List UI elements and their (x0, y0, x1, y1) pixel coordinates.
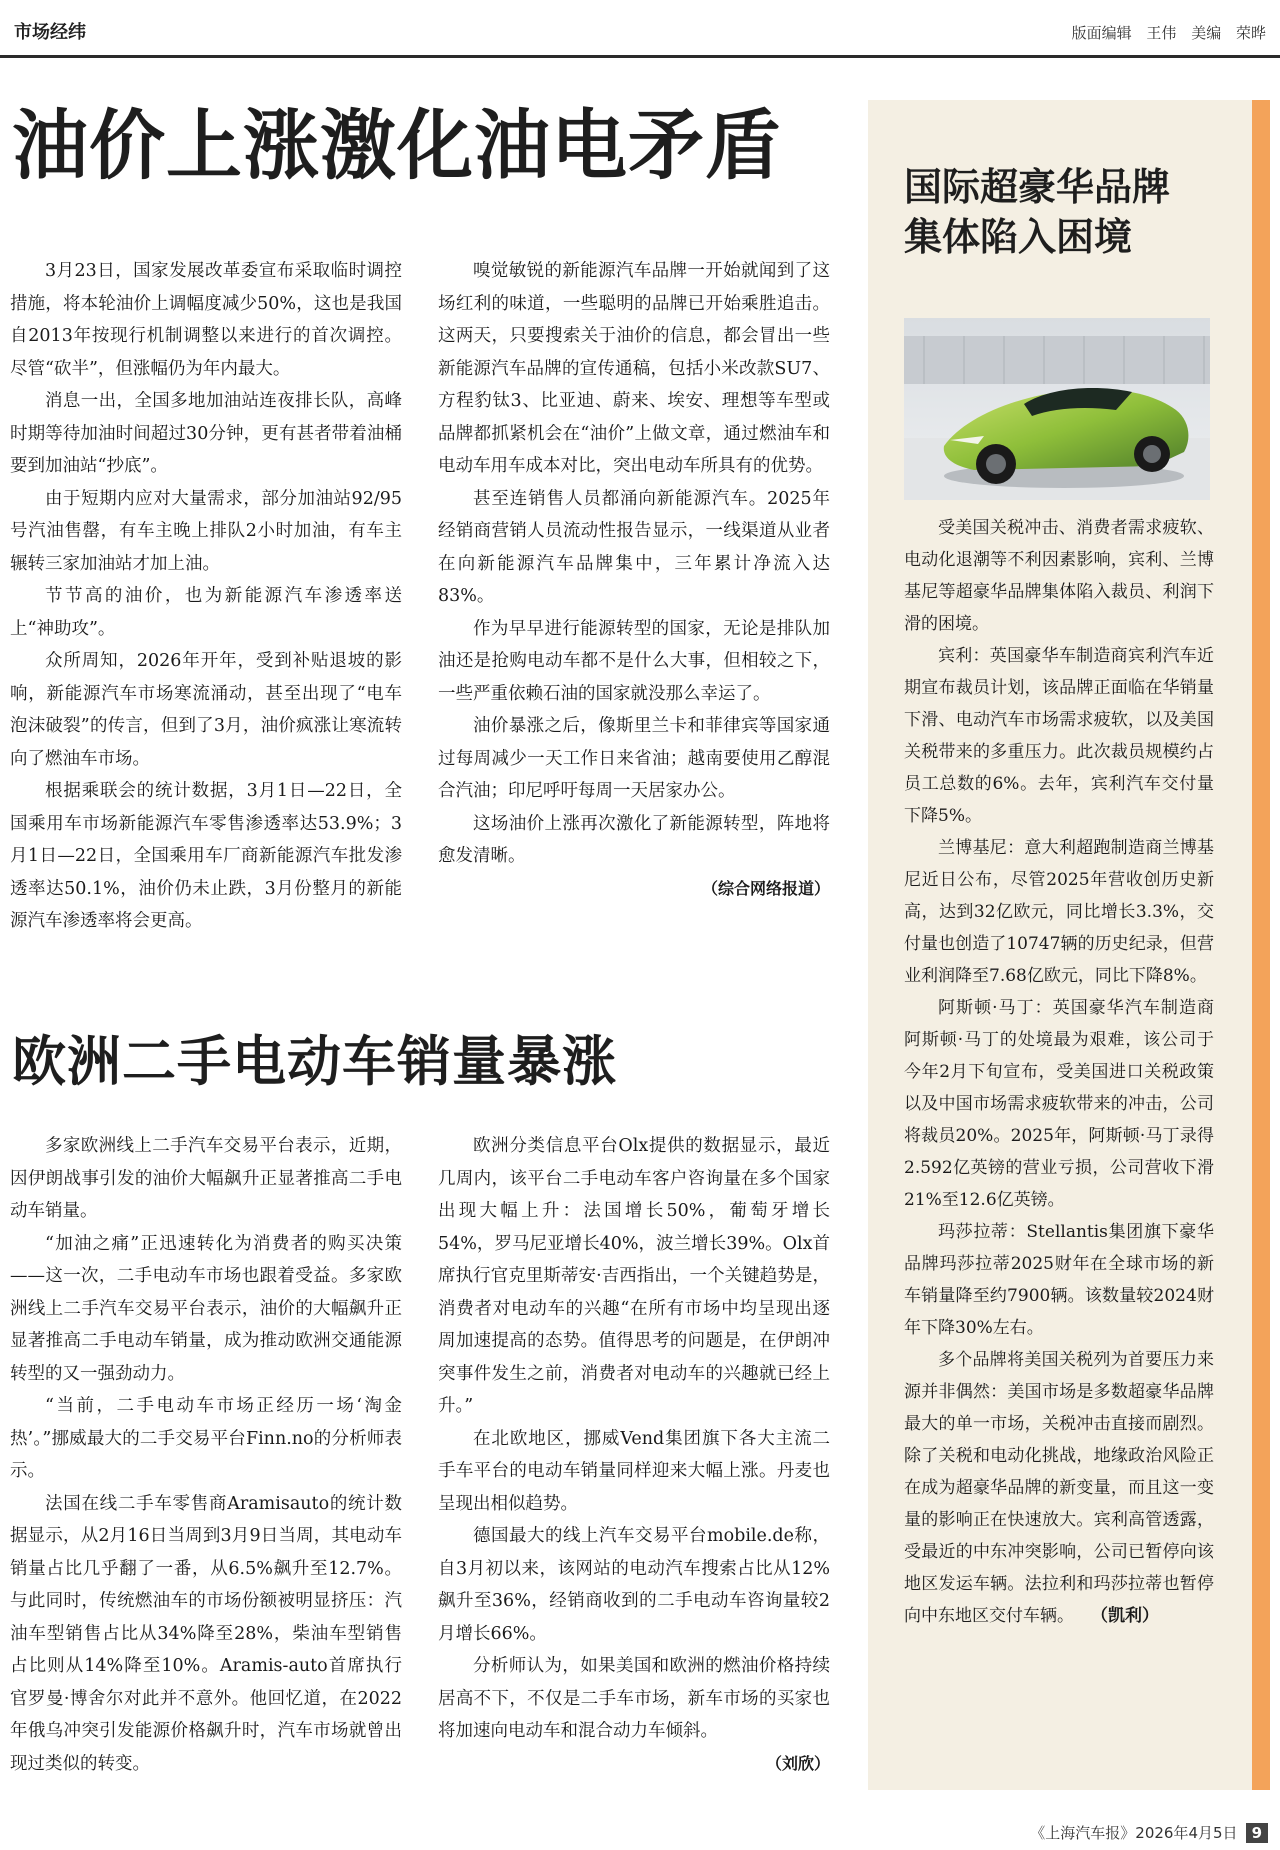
article1-source-credit: （综合网络报道） (701, 878, 830, 898)
sidebar-headline-line2: 集体陷入困境 (904, 215, 1133, 259)
article2-paragraph: 分析师认为，如果美国和欧洲的燃油价格持续居高不下，不仅是二手车市场，新车市场的买家也将加速向电动车和混合动力车倾斜。 (438, 1656, 830, 1741)
editor-credits (1062, 22, 1266, 43)
article1-paragraph: 由于短期内应对大量需求，部分加油站92/95号汽油售罄，有车主晚上排队2小时加油，有车主辗转三家加油站才加上油。 (10, 488, 402, 574)
article2-paragraph: “当前，二手电动车市场正经历一场‘淘金热’。”挪威最大的二手交易平台Finn.no的分析师表示。 (10, 1396, 402, 1481)
credit-label-editor: 版面编辑 (1071, 24, 1132, 42)
article2-paragraph: 德国最大的线上汽车交易平台mobile.de称，自3月初以来，该网站的电动汽车搜索占比从12%飙升至36%，经销商收到的二手电动车咨询量较2月增长66%。 (438, 1526, 830, 1644)
article2-column-1 (10, 1130, 402, 1780)
sidebar-paragraph: 阿斯顿·马丁：英国豪华汽车制造商阿斯顿·马丁的处境最为艰难，该公司于今年2月下旬宣布，受美国进口关税政策以及中国市场需求疲软带来的冲击，公司将裁员20%。2025年，阿斯顿·马丁录得2.592亿英镑的营业亏损，公司营收下滑21%至12.6亿英镑。 (904, 998, 1214, 1210)
page-header (0, 0, 1280, 58)
article1-column-1 (10, 255, 402, 938)
credit-label-designer: 美编 (1191, 24, 1222, 42)
article2-author-credit: （刘欣） (765, 1753, 830, 1773)
article2-headline: 欧洲二手电动车销量暴涨 (12, 1030, 617, 1093)
article2-paragraph: 欧洲分类信息平台Olx提供的数据显示，最近几周内，该平台二手电动车客户咨询量在多个国家出现大幅上升：法国增长50%，葡萄牙增长54%，罗马尼亚增长40%，波兰增长39%。Olx首席执行官克里斯蒂安·吉西指出，一个关键趋势是，消费者对电动车的兴趣“在所有市场中均呈现出逐周加速提高的态势。值得思考的问题是，在伊朗冲突事件发生之前，消费者对电动车的兴趣就已经上升。” (438, 1136, 830, 1416)
article1-column-2 (438, 255, 830, 905)
sidebar-headline-line1: 国际超豪华品牌 (904, 165, 1171, 209)
article1-paragraph: 作为早早进行能源转型的国家，无论是排队加油还是抢购电动车都不是什么大事，但相较之下，一些严重依赖石油的国家就没那么幸运了。 (438, 618, 830, 704)
sidebar-paragraph: 宾利：英国豪华车制造商宾利汽车近期宣布裁员计划，该品牌正面临在华销量下滑、电动汽车市场需求疲软，以及美国关税带来的多重压力。此次裁员规模约占员工总数的6%。去年，宾利汽车交付量下降5%。 (904, 646, 1214, 826)
page-footer (1030, 1822, 1268, 1843)
article2-paragraph: 多家欧洲线上二手汽车交易平台表示，近期，因伊朗战事引发的油价大幅飙升正显著推高二手电动车销量。 (10, 1136, 402, 1221)
page-number: 9 (1246, 1823, 1268, 1843)
sidebar-paragraph: 受美国关税冲击、消费者需求疲软、电动化退潮等不利因素影响，宾利、兰博基尼等超豪华品牌集体陷入裁员、利润下滑的困境。 (904, 518, 1214, 634)
article1-paragraph: 众所周知，2026年开年，受到补贴退坡的影响，新能源汽车市场寒流涌动，甚至出现了“电车泡沫破裂”的传言，但到了3月，油价疯涨让寒流转向了燃油车市场。 (10, 651, 402, 769)
sidebar-accent-stripe (1252, 100, 1270, 1790)
supercar-photo (904, 318, 1210, 500)
sidebar-paragraph (904, 1344, 1214, 1632)
section-name: 市场经纬 (14, 22, 86, 43)
sidebar-headline (904, 162, 1170, 262)
article1-paragraph: 这场油价上涨再次激化了新能源转型，阵地将愈发清晰。 (438, 813, 830, 866)
sidebar-body (904, 512, 1214, 1632)
publication-date: 《上海汽车报》2026年4月5日 (1030, 1824, 1238, 1842)
sidebar-article (868, 100, 1252, 1790)
article1-paragraph: 3月23日，国家发展改革委宣布采取临时调控措施，将本轮油价上调幅度减少50%，这也是我国自2013年按现行机制调整以来进行的首次调控。尽管“砍半”，但涨幅仍为年内最大。 (10, 261, 402, 379)
sidebar-paragraph: 兰博基尼：意大利超跑制造商兰博基尼近日公布，尽管2025年营收创历史新高，达到32亿欧元，同比增长3.3%，交付量也创造了10747辆的历史纪录，但营业利润降至7.68亿欧元，同比下降8%。 (904, 838, 1214, 986)
article1-paragraph: 根据乘联会的统计数据，3月1日—22日，全国乘用车市场新能源汽车零售渗透率达53.9%；3月1日—22日，全国乘用车厂商新能源汽车批发渗透率达50.1%，油价仍未止跌，3月份整月的新能源汽车渗透率将会更高。 (10, 781, 402, 931)
sidebar-last-paragraph-text: 多个品牌将美国关税列为首要压力来源并非偶然：美国市场是多数超豪华品牌最大的单一市场，关税冲击直接而剧烈。除了关税和电动化挑战，地缘政治风险正在成为超豪华品牌的新变量，而且这一变量的影响正在快速放大。宾利高管透露，受最近的中东冲突影响，公司已暂停向该地区发运车辆。法拉利和玛莎拉蒂也暂停向中东地区交付车辆。 (904, 1350, 1214, 1626)
credit-editor-name: 王伟 (1146, 24, 1177, 42)
article1-paragraph: 甚至连销售人员都涌向新能源汽车。2025年经销商营销人员流动性报告显示，一线渠道从业者在向新能源汽车品牌集中，三年累计净流入达83%。 (438, 488, 830, 606)
article1-paragraph: 油价暴涨之后，像斯里兰卡和菲律宾等国家通过每周减少一天工作日来省油；越南要使用乙醇混合汽油；印尼呼吁每周一天居家办公。 (438, 716, 830, 801)
article2-paragraph: 在北欧地区，挪威Vend集团旗下各大主流二手车平台的电动车销量同样迎来大幅上涨。丹麦也呈现出相似趋势。 (438, 1428, 830, 1514)
sidebar-paragraph: 玛莎拉蒂：Stellantis集团旗下豪华品牌玛莎拉蒂2025财年在全球市场的新车销量降至约7900辆。该数量较2024财年下降30%左右。 (904, 1222, 1214, 1338)
article1-headline: 油价上涨激化油电矛盾 (12, 101, 782, 190)
article2-paragraph: 法国在线二手车零售商Aramisauto的统计数据显示，从2月16日当周到3月9日当周，其电动车销量占比几乎翻了一番，从6.5%飙升至12.7%。与此同时，传统燃油车的市场份额被明显挤压：汽油车型销售占比从34%降至28%，柴油车型销售占比则从14%降至10%。Aramis-auto首席执行官罗曼·博舍尔对此并不意外。他回忆道，在2022年俄乌冲突引发能源价格飙升时，汽车市场就曾出现过类似的转变。 (10, 1493, 402, 1774)
sidebar-author-credit: （凯利） (1099, 1606, 1159, 1626)
credit-designer-name: 荣晔 (1235, 24, 1266, 42)
article2-paragraph: “加油之痛”正迅速转化为消费者的购买决策——这一次，二手电动车市场也跟着受益。多家欧洲线上二手汽车交易平台表示，油价的大幅飙升正显著推高二手电动车销量，成为推动欧洲交通能源转型的又一强劲动力。 (10, 1233, 402, 1384)
article1-paragraph: 嗅觉敏锐的新能源汽车品牌一开始就闻到了这场红利的味道，一些聪明的品牌已开始乘胜追击。这两天，只要搜索关于油价的信息，都会冒出一些新能源汽车品牌的宣传通稿，包括小米改款SU7、方程豹钛3、比亚迪、蔚来、埃安、理想等车型或品牌都抓紧机会在“油价”上做文章，通过燃油车和电动车用车成本对比，突出电动车所具有的优势。 (438, 261, 830, 476)
article1-paragraph: 消息一出，全国多地加油站连夜排长队，高峰时期等待加油时间超过30分钟，更有甚者带着油桶要到加油站“抄底”。 (10, 391, 402, 476)
article2-column-2 (438, 1130, 830, 1780)
article1-paragraph: 节节高的油价，也为新能源汽车渗透率送上“神助攻”。 (10, 586, 402, 639)
